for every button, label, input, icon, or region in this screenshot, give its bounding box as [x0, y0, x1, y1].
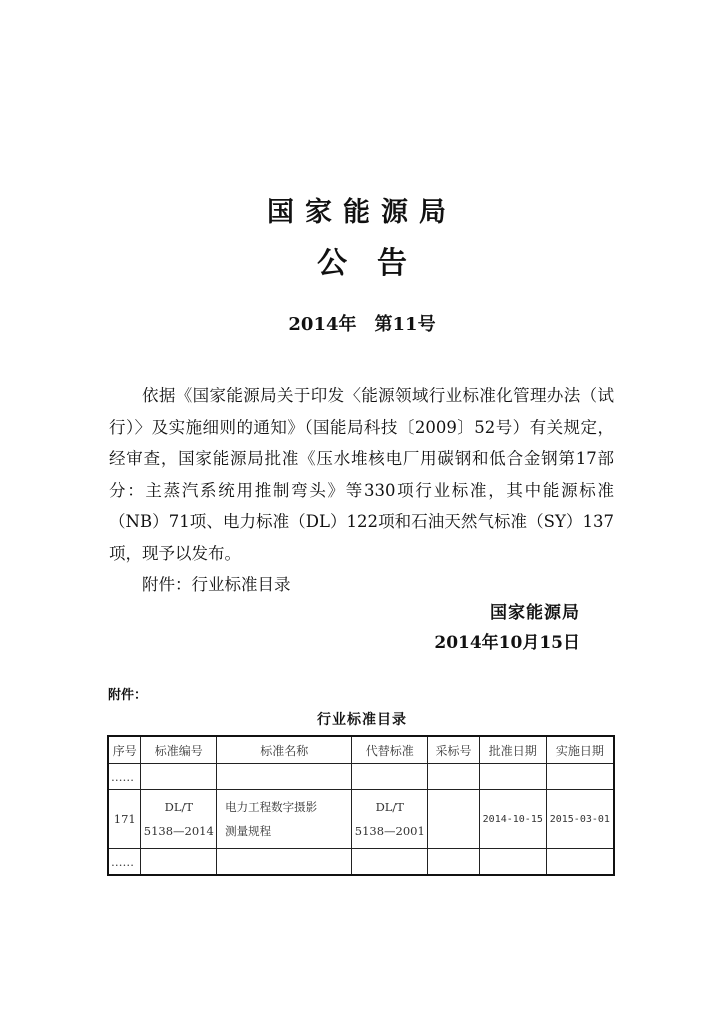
attachment-note: 附件：行业标准目录 [142, 575, 291, 594]
col-header-name: 标准名称 [217, 736, 352, 764]
issue-year: 2014年 [288, 314, 357, 335]
notice-body [109, 380, 614, 601]
table-row-ellipsis-bottom [108, 849, 614, 876]
cell-replaces: DL/T 5138—2001 [352, 790, 428, 849]
cell-approve-date: 2014-10-15 [479, 790, 546, 849]
cell-effective-date: 2015-03-01 [546, 790, 614, 849]
signature-org: 国家能源局 [490, 603, 580, 623]
issue-number [0, 310, 724, 336]
col-header-adopt-no: 采标号 [428, 736, 480, 764]
signature-date: 2014年10月15日 [434, 633, 580, 653]
ellipsis-cell: …… [108, 849, 141, 876]
standards-table [107, 735, 615, 876]
ellipsis-cell: …… [108, 764, 141, 790]
cell-std-no: DL/T 5138—2014 [141, 790, 217, 849]
notice-paragraph: 依据《国家能源局关于印发〈能源领域行业标准化管理办法（试行）〉及实施细则的通知》（国能局科技〔2009〕52号）有关规定，经审查，国家能源局批准《压水堆核电厂用碳钢和低合金钢第17部分：主蒸汽系统用推制弯头》等330项行业标准，其中能源标准（NB）71项、电力标准（DL）122项和石油天然气标准（SY）137项，现予以发布。 [109, 386, 614, 563]
notice-title: 公告 [317, 246, 437, 281]
col-header-seq: 序号 [108, 736, 141, 764]
col-header-replaces: 代替标准 [352, 736, 428, 764]
col-header-std-no: 标准编号 [141, 736, 217, 764]
col-header-approve-date: 批准日期 [479, 736, 546, 764]
col-header-effective-date: 实施日期 [546, 736, 614, 764]
cell-adopt-no [428, 790, 480, 849]
table-title: 行业标准目录 [317, 712, 407, 728]
attachment-label: 附件： [108, 688, 148, 703]
issue-serial: 第11号 [374, 314, 436, 335]
issuer-title: 国家能源局 [267, 197, 457, 228]
cell-name: 电力工程数字摄影 测量规程 [217, 790, 352, 849]
cell-seq: 171 [108, 790, 141, 849]
table-row [108, 790, 614, 849]
table-row-ellipsis-top [108, 764, 614, 790]
table-header-row [108, 736, 614, 764]
